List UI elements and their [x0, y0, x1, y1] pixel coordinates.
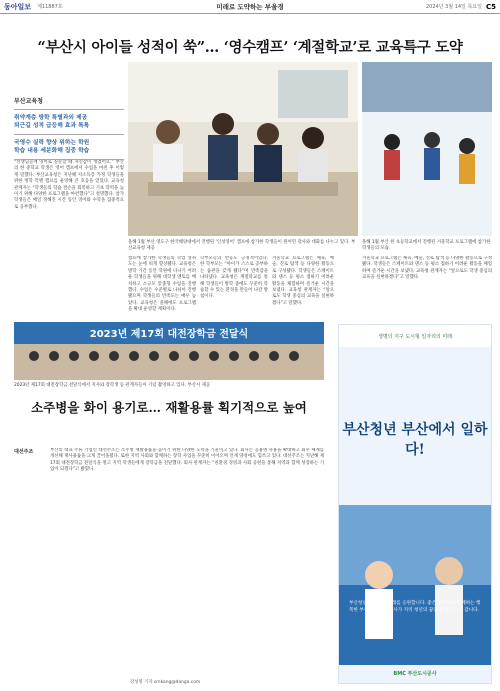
ad-body-text: 부산청년 여러분의 미래를 응원합니다. 좋은 일자리와 함께하는 행복한 부산, 부산도시공사가 지역 청년의 꿈을 함께 만들어 갑니다. [349, 601, 481, 613]
reporter-credit: 강성명 기자 smkang@donga.com [130, 680, 201, 685]
section-title: 미래로 도약하는 부울경 [216, 3, 284, 11]
article-column-6: 부산의 대표 주류 기업인 대선주조는 소주병 재활용률을 높이기 위한 다양한 노력을 기울이고 있다. 회사는 공용병 사용을 확대하고 회수 체계를 개선해 재사용률을 크게 끌어올렸다. 또한 지역 사회와 함께하는 장학 사업을 꾸준히 이어오며 인재 양성에도 힘쓰고 있다. 대선주조는 지난해 제17회 대전장학금 전달식을 열고 지역 학생들에게 장학금을 전달했다. 회사 관계자는 “친환경 경영과 사회 공헌을 통해 지역과 함께 성장하는 기업이 되겠다”고 밝혔다. [50, 448, 324, 473]
article-column-4: 겨울학교 프로그램은 체육, 예술, 진로 탐색 등 다양한 활동으로 구성됐다. 학생들은 스케이트와 댄스 등 평소 접하기 어려운 활동을 체험하며 즐거운 시간을 보냈다. 교육청 관계자는 “앞으로도 학생 중심의 교육을 실현하겠다”고 말했다. [272, 256, 334, 306]
issue-number: 제11887호 [37, 4, 63, 10]
page-number: C5 [485, 2, 496, 11]
publish-date: 2024년 3월 14일 목요일 [425, 4, 482, 10]
subhead-line: 국영수 실력 향상 위하는 학원 [14, 140, 90, 146]
ice-rink-photo [362, 62, 492, 236]
photo-caption: 올해 1월 부산 한 초등학교에서 진행된 겨울학교 프로그램에 참가한 학생들의 모습. [362, 240, 491, 251]
ad-logo: BMC 부산도시공사 [393, 671, 437, 677]
byline: 대선주조 [14, 449, 34, 455]
article-column-3: 학부모들의 반응도 긍정적이었다. 한 학부모는 “아이가 스스로 공부하는 습관을 갖게 됐다”며 만족감을 나타냈다. 교육청은 계절학교를 통해 학생들이 방학 중에도 꾸준히 학습할 수 있는 환경을 만들어 나갈 방침이다. [200, 256, 268, 300]
subhead-line: 퇴근길 성적 급등해 효과 톡톡 [14, 123, 90, 129]
sub-headline: 소주병을 화이 용기로… 재활용률 획기적으로 높여 [31, 400, 307, 415]
scholarship-banner-photo [14, 322, 324, 380]
masthead: 동아일보 [4, 2, 32, 11]
article-headline: “부산시 아이들 성적이 쑥”… ‘영수캠프’ ‘계절학교’로 교육특구 도약 [37, 39, 463, 56]
organization-label: 부산교육청 [14, 98, 43, 105]
banner-text: 2023년 제17회 대전장학금 전달식 [89, 329, 249, 340]
subhead-line: 취약계층 방학 특별과외 제공 [14, 115, 88, 121]
ad-photo [339, 505, 492, 665]
subhead-line: 학습 내용 세분화해 집중 학습 [14, 148, 90, 154]
ad-title: 부산청년 부산에서 일하다! [342, 422, 488, 458]
article-column-2: 캠프에 참가한 학생들의 학업 성취도는 눈에 띄게 향상됐다. 교육청은 방학 기간 동안 학원에 다니기 어려운 학생들을 위해 대학생 멘토를 배치하고 소규모 맞춤형 수업을 진행했다. 수업은 수준별로 나뉘어 진행됐으며 학생들의 만족도는 매우 높았다. 교육청은 올해에도 프로그램을 확대 운영할 계획이다. [128, 256, 196, 313]
article-column-5: 겨울학교 프로그램은 체육, 예술, 진로 탐색 등 다양한 활동으로 구성됐다. 학생들은 스케이트와 댄스 등 평소 접하기 어려운 활동을 체험하며 즐거운 시간을 보냈다. 교육청 관계자는 “앞으로도 학생 중심의 교육을 실현하겠다”고 말했다. [362, 256, 492, 281]
ad-top-banner: 생명의 지구 도시형 일자리의 미래 [339, 325, 491, 347]
page-header [0, 0, 500, 14]
banner-caption: 2023년 제17회 대전장학금 전달식에서 지사와 장학생 등 관계자들이 기념 촬영하고 있다. 부산시 제공 [14, 383, 211, 388]
advertisement [338, 324, 492, 684]
article-column-1: “선생님들께 영어로 질문할 때 자신감이 생겼어요.” 부산의 한 중학교 학생은 영어 캠프에서 수업을 마친 후 이렇게 말했다. 부산교육청은 지난해 저소득층 가정 학생들을 위한 방학 특별 캠프를 운영해 큰 호응을 얻었다. 교육청 관계자는 “학생들의 학습 결손을 회복하고 기초 학력을 높이기 위해 다양한 프로그램을 마련했다”고 설명했다. 참가 학생들은 매일 정해진 시간 동안 영어와 수학을 집중적으로 공부했다. [14, 160, 124, 210]
subhead-block [14, 96, 124, 164]
photo-caption: 올해 1월 부산 영도구 한국해양대에서 진행된 ‘인성영어’ 캠프에 참가한 학생들이 원어민 강사와 대화를 나누고 있다. 부산교육청 제공 [128, 240, 356, 251]
classroom-photo [128, 62, 358, 236]
